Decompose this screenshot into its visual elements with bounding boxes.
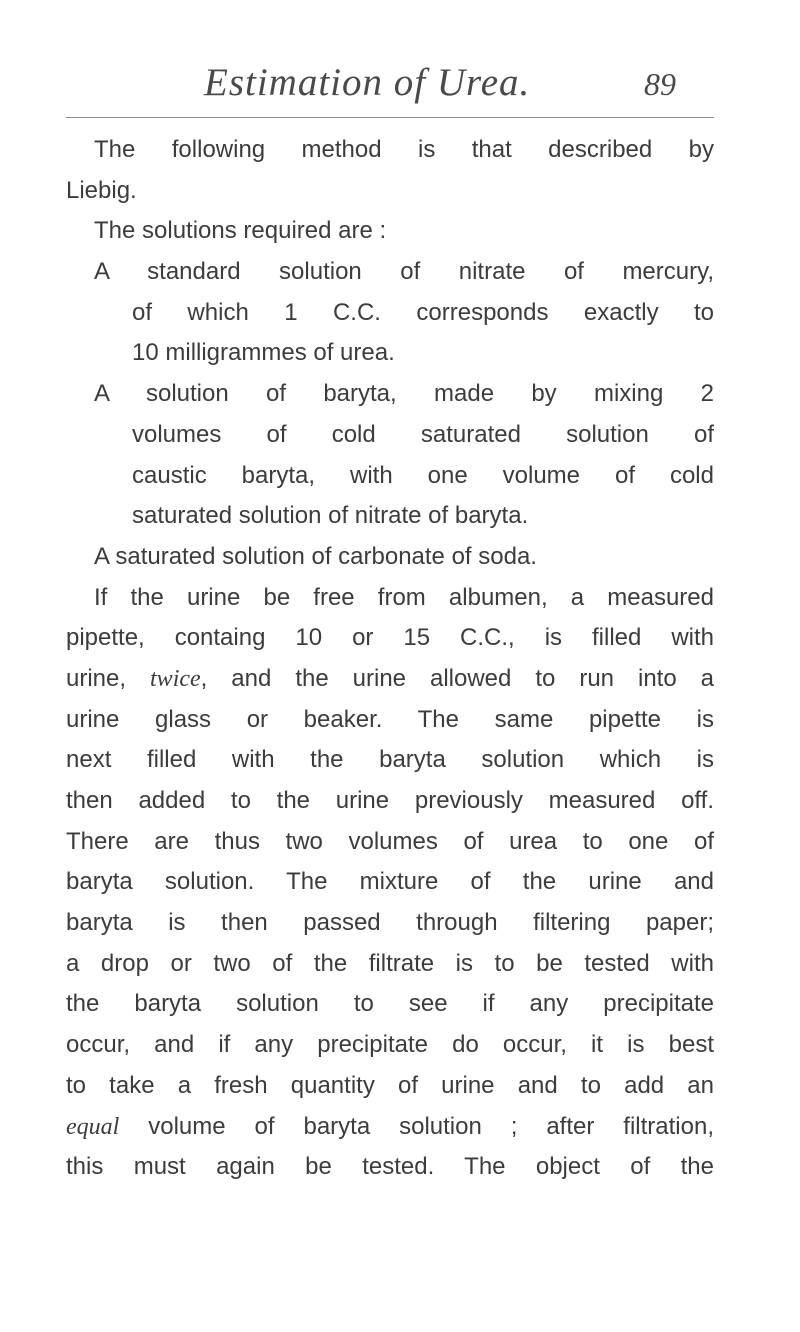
text-line: occur, and if any precipitate do occur, it is best [66,1031,714,1059]
text-line [66,1107,714,1148]
text-line: the baryta solution to see if any precipitate [66,990,714,1018]
text-run: urine, [66,664,151,692]
text-line: baryta is then passed through filtering paper; [66,909,714,937]
text-line: to take a fresh quantity of urine and to add an [66,1071,714,1099]
text-line: a drop or two of the filtrate is to be tested with [66,949,714,977]
running-head [0,60,800,110]
text-line: volumes of cold saturated solution of [132,420,714,448]
running-title: Estimation of Urea. [204,61,531,104]
text-line: pipette, containg 10 or 15 C.C., is filled with [66,624,714,652]
text-line: then added to the urine previously measured off. [66,787,714,814]
italic-run: twice [150,665,201,692]
text-line: A standard solution of nitrate of mercury, [94,258,714,286]
text-line: The following method is that described by [94,136,714,163]
page-number: 89 [644,66,676,102]
text-line: saturated solution of nitrate of baryta. [132,502,529,530]
text-line: Liebig. [66,176,137,204]
text-line [66,659,714,700]
text-run: , and the urine allowed to run into a [200,664,714,692]
text-line: The solutions required are : [94,217,387,245]
italic-run: equal [66,1113,120,1140]
text-line: next filled with the baryta solution which is [66,746,714,774]
header-rule [66,117,714,118]
text-line: this must again be tested. The object of the [66,1153,714,1181]
text-run: volume of baryta solution ; after filtration, [119,1112,714,1140]
text-line: 10 milligrammes of urea. [132,339,395,367]
text-line: caustic baryta, with one volume of cold [132,461,714,489]
text-line: of which 1 C.C. corresponds exactly to [132,298,714,326]
text-line: A solution of baryta, made by mixing 2 [94,380,714,408]
text-line: If the urine be free from albumen, a measured [94,583,714,611]
text-line: There are thus two volumes of urea to one of [66,827,714,855]
text-line: urine glass or beaker. The same pipette is [66,705,714,733]
body-text [66,130,714,1188]
text-line: A saturated solution of carbonate of soda. [94,542,537,570]
text-line: baryta solution. The mixture of the urine and [66,868,714,896]
